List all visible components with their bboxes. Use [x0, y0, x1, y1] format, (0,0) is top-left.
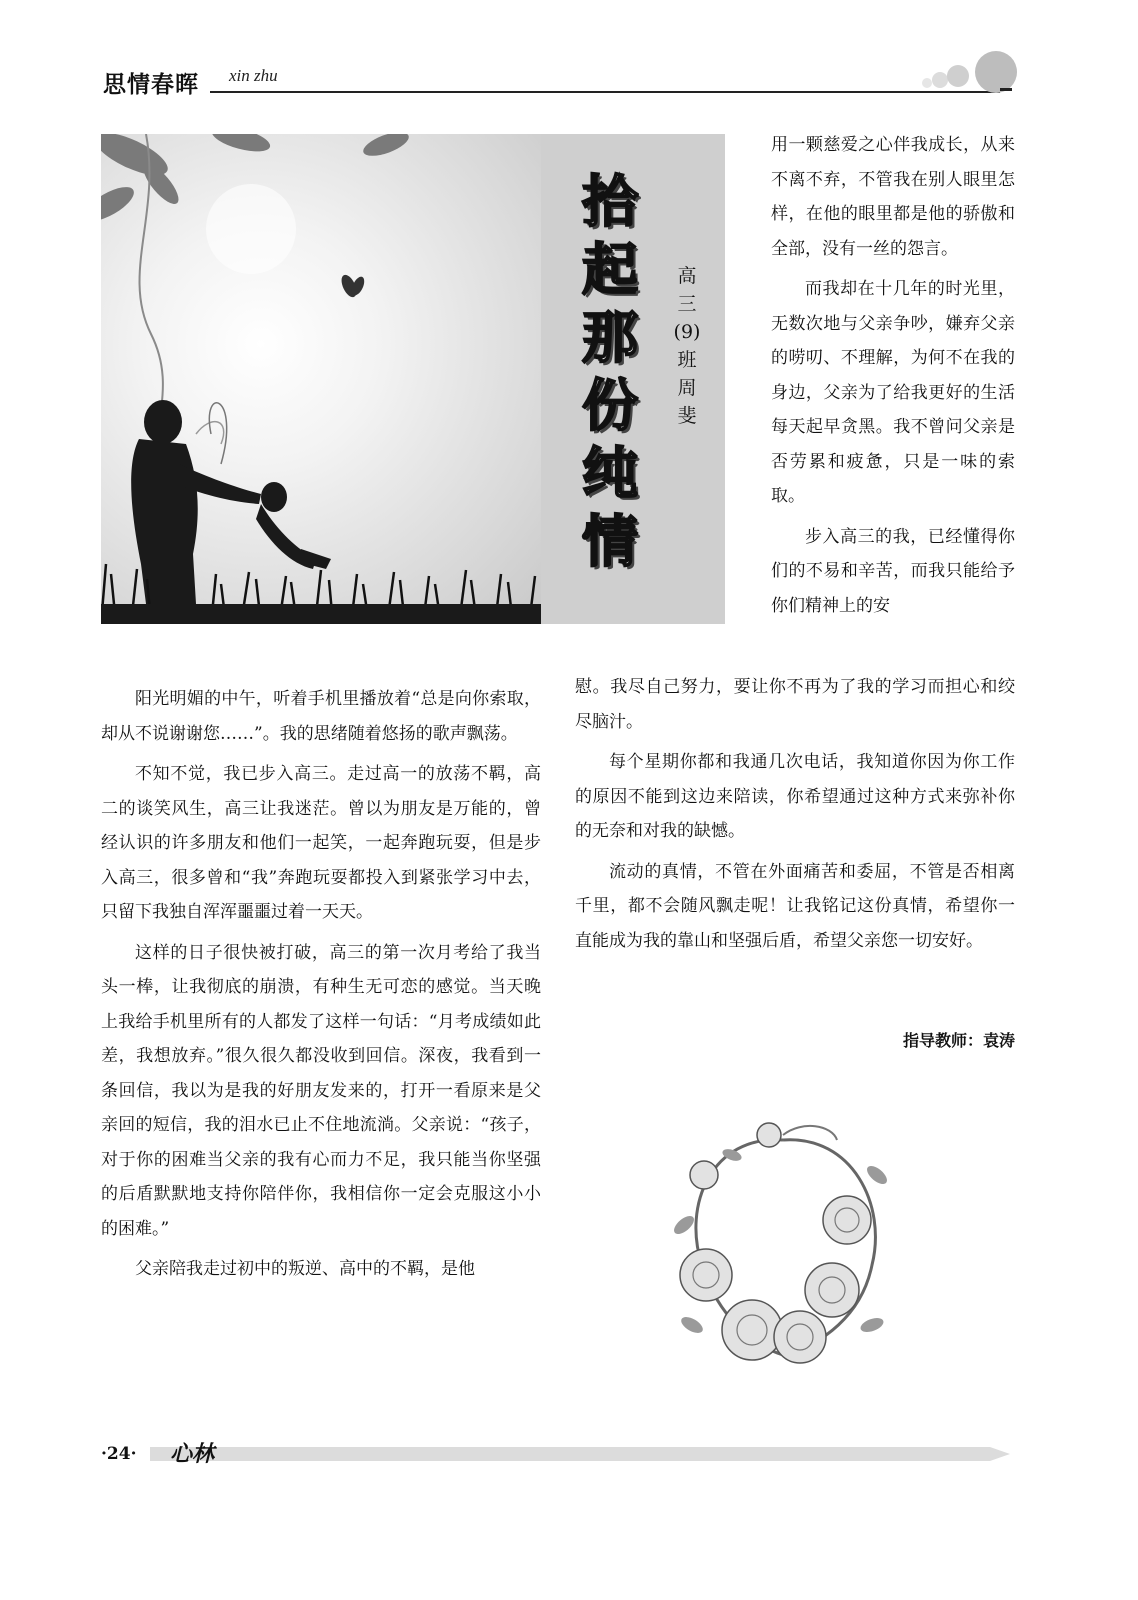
paragraph: 不知不觉，我已步入高三。走过高一的放荡不羁，高二的谈笑风生，高三让我迷茫。曾以为朋友是万能的，曾经认识的许多朋友和他们一起笑，一起奔跑玩耍，但是步入高三，很多曾和“我”奔跑玩耍都投入到紧张学习中去，只留下我独自浑浑噩噩过着一天天。: [101, 764, 541, 922]
section-title: 思情春晖: [103, 72, 199, 98]
paragraph: 而我却在十几年的时光里，无数次地与父亲争吵，嫌弃父亲的唠叨、不理解，为何不在我的身边，父亲为了给我更好的生活每天起早贪黑。我不曾问父亲是否劳累和疲惫，只是一味的索取。: [771, 279, 1015, 506]
right-top-column: [771, 128, 1015, 629]
paragraph: 父亲陪我走过初中的叛逆、高中的不羁，是他: [135, 1259, 475, 1279]
footer-band: [150, 1447, 1010, 1461]
article-title: 拾起那份纯情: [582, 169, 638, 575]
paragraph: 每个星期你都和我通几次电话，我知道你因为你工作的原因不能到这边来陪读，你希望通过这种方式来弥补你的无奈和对我的缺憾。: [575, 752, 1015, 841]
paragraph: 用一颗慈爱之心伴我成长，从来不离不弃，不管我在别人眼里怎样，在他的眼里都是他的骄傲和全部，没有一丝的怨言。: [771, 135, 1015, 259]
page-number: ·24·: [101, 1444, 137, 1464]
hero-illustration: [101, 134, 541, 624]
header-decorative-circles: [0, 0, 1138, 130]
paragraph: 流动的真情，不管在外面痛苦和委屈，不管是否相离千里，都不会随风飘走呢！让我铭记这份真情，希望你一直能成为我的靠山和坚强后盾，希望父亲您一切安好。: [575, 861, 1015, 951]
paragraph: 慰。我尽自己努力，要让你不再为了我的学习而担心和绞尽脑汁。: [575, 677, 1015, 732]
paragraph: 阳光明媚的中午，听着手机里播放着“总是向你索取，却从不说谢谢您……”。我的思绪随着悠扬的歌声飘荡。: [101, 689, 541, 744]
teacher-credit: 指导教师：袁涛: [902, 1031, 1015, 1050]
rose-wreath-illustration: [672, 1115, 894, 1387]
left-column: [101, 682, 541, 1293]
magazine-logo: 心林: [170, 1442, 215, 1467]
right-bottom-column: [575, 670, 1015, 964]
paragraph: 这样的日子很快被打破，高三的第一次月考给了我当头一棒，让我彻底的崩溃，有种生无可恋的感觉。当天晚上我给手机里所有的人都发了这样一句话：“月考成绩如此差，我想放弃。”很久很久都没收到回信。深夜，我看到一条回信，我以为是我的好朋友发来的，打开一看原来是父亲回的短信，我的泪水已止不住地流淌。父亲说：“孩子，对于你的困难当父亲的我有心而力不足，我只能当你坚强的后盾默默地支持你陪伴你，我相信你一定会克服这小小的困难。”: [101, 942, 541, 1239]
paragraph: 步入高三的我，已经懂得你们的不易和辛苦，而我只能给予你们精神上的安: [771, 526, 1015, 616]
article-byline: 高三(9)班 周 斐: [673, 265, 701, 427]
section-pinyin: xin zhu: [229, 66, 278, 85]
